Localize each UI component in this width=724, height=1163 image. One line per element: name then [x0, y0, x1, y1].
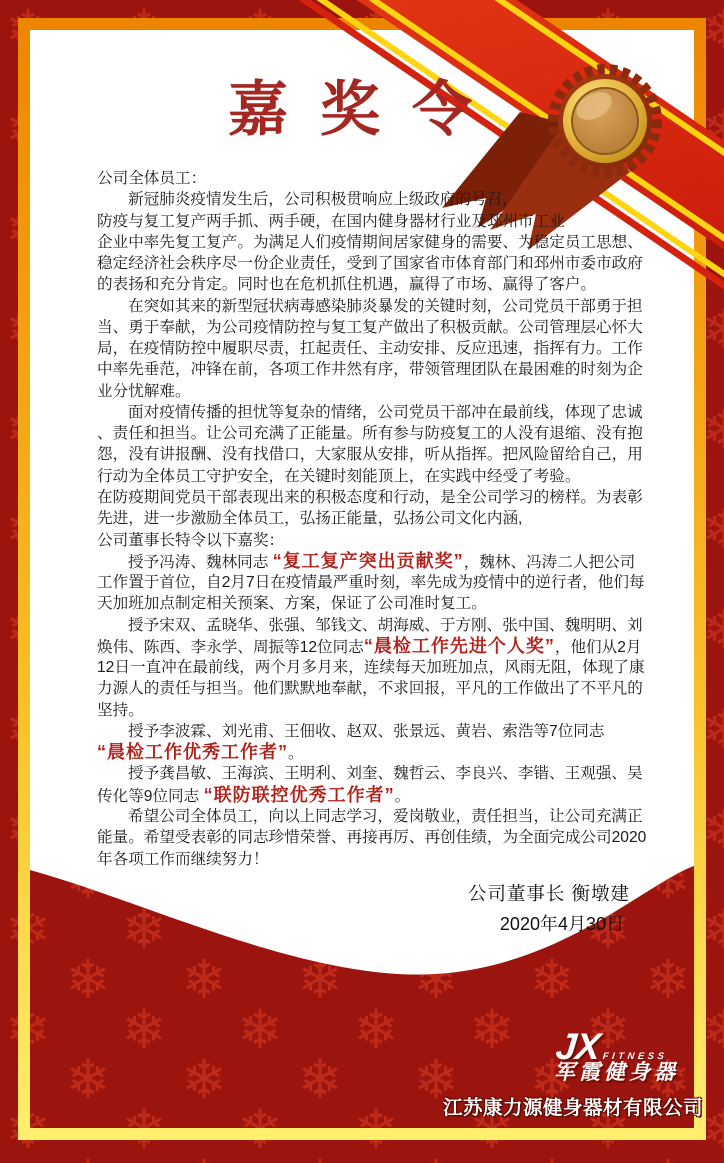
text-run: 授予龚昌敏、王海滨、王明利、刘奎、魏哲云、李良兴、李锴、王观强、吴: [128, 765, 643, 783]
text-run: 在突如其来的新型冠状病毒感染肺炎暴发的关键时刻，公司党员干部勇于担: [128, 297, 643, 315]
award-name: “晨检工作先进个人奖”: [363, 635, 555, 656]
text-run: 面对疫情传播的担忧等复杂的情绪，公司党员干部冲在最前线，体现了忠诚: [128, 403, 643, 421]
text-run: 焕伟、陈西、李永学、周振等12位同志: [97, 638, 364, 656]
text-run: 行动为全体员工守护安全，在关键时刻能顶上，在实践中经受了考验。: [97, 467, 581, 485]
text-run: 授予李波霖、刘光甫、王佃收、赵双、张景远、黄岩、索浩等7位同志: [128, 722, 605, 740]
body-line: [97, 636, 667, 657]
body-line: [97, 338, 667, 359]
body-line: [97, 508, 667, 529]
body-line: [97, 615, 667, 636]
frame-bottom: [18, 1128, 706, 1140]
fitness-label: FITNESS: [602, 1051, 668, 1062]
text-run: 。: [394, 787, 411, 805]
award-name: “晨检工作优秀工作者”: [97, 742, 288, 763]
text-run: 12日一直冲在最前线，两个月多月来，连续每天加班加点，风雨无阻，体现了康: [97, 659, 645, 677]
text-run: ，他们从2月: [554, 638, 642, 656]
body-lines: [97, 168, 667, 870]
text-run: 公司董事长特令以下嘉奖：: [97, 531, 285, 549]
body-line: [97, 678, 667, 699]
body-line: [97, 742, 667, 763]
text-run: 授予冯涛、魏林同志: [128, 553, 273, 571]
body-line: [97, 487, 667, 508]
text-run: 天加班加点制定相关预案、方案，保证了公司准时复工。: [97, 595, 487, 613]
text-run: 传化等9位同志: [97, 787, 204, 805]
text-run: 新冠肺炎疫情发生后，公司积极贯响应上级政府的号召，: [128, 191, 518, 209]
brand-name: 军霞健身器: [554, 1061, 679, 1084]
text-run: 。: [288, 745, 304, 763]
body-line: [97, 572, 667, 593]
text-run: 在防疫期间党员干部表现出来的积极态度和行动，是全公司学习的榜样。为表彰: [97, 488, 643, 506]
text-run: 授予宋双、孟晓华、张强、邹钱文、胡海威、于方刚、张中国、魏明明、刘: [128, 616, 643, 634]
text-run: 业分忧解难。: [97, 382, 191, 400]
body-line: [97, 296, 667, 317]
signature-date: 2020年4月30日: [499, 914, 624, 934]
body-line: [97, 721, 667, 742]
text-run: 局，在疫情防控中履职尽责，扛起责任、主动安排、反应迅速，指挥有力。工作: [97, 340, 643, 358]
signature-block: [468, 880, 630, 936]
body-line: [97, 189, 667, 210]
signature-name: 公司董事长 衡墩建: [467, 883, 630, 904]
body-line: [97, 317, 667, 338]
body-line: [97, 530, 667, 551]
body-line: [97, 253, 667, 274]
body-line: [97, 551, 667, 572]
text-run: 先进，进一步激励全体员工，弘扬正能量，弘扬公司文化内涵,: [97, 510, 523, 528]
body-line: [97, 657, 667, 678]
text-run: 能量。希望受表彰的同志珍惜荣誉、再接再厉、再创佳绩，为全面完成公司2020: [97, 829, 647, 847]
body-line: [97, 444, 667, 465]
body-line: [97, 593, 667, 614]
text-run: 力源人的责任与担当。他们默默地奉献，不求回报，平凡的工作做出了不平凡的: [97, 680, 643, 698]
body-line: [97, 700, 667, 721]
body-line: [97, 827, 667, 848]
text-run: 企业中率先复工复产。为满足人们疫情期间居家健身的需要、为稳定员工思想、: [97, 233, 643, 251]
body-line: [97, 211, 667, 232]
body-line: [97, 806, 667, 827]
body-line: [97, 849, 667, 870]
text-run: 稳定经济社会秩序尽一份企业责任，受到了国家省市体育部门和邳州市委市政府: [97, 255, 643, 273]
page-title: 嘉奖令: [228, 75, 504, 145]
text-run: 当、勇于奉献，为公司疫情防控与复工复产做出了积极贡献。公司管理层心怀大: [97, 318, 643, 336]
body-line: [97, 274, 667, 295]
text-run: 的表扬和充分肯定。同时也在危机抓住机遇，赢得了市场、赢得了客户。: [97, 276, 597, 294]
text-run: 防疫与复工复产两手抓、两手硬，在国内健身器材行业及邳州市工业: [97, 212, 565, 230]
award-name: “复工复产突出贡献奖”: [272, 550, 464, 571]
body-line: [97, 763, 667, 784]
text-run: 希望公司全体员工，向以上同志学习，爱岗敬业，责任担当，让公司充满正: [128, 807, 643, 825]
body-line: [97, 232, 667, 253]
award-name: “联防联控优秀工作者”: [203, 784, 395, 805]
body-line: [97, 359, 667, 380]
text-run: 坚持。: [97, 701, 144, 719]
text-run: ，魏林、冯涛二人把公司: [463, 553, 636, 571]
body-line: [97, 168, 667, 189]
body-line: [97, 466, 667, 487]
text-run: 工作置于首位，自2月7日在疫情最严重时刻，率先成为疫情中的逆行者，他们每: [97, 574, 645, 592]
body-line: [97, 381, 667, 402]
text-run: 、责任和担当。让公司充满了正能量。所有参与防疫复工的人没有退缩、没有抱: [97, 425, 643, 443]
text-run: 中率先垂范，冲锋在前，各项工作井然有序，带领管理团队在最困难的时刻为企: [97, 361, 643, 379]
jx-logo-text: JX: [553, 1026, 602, 1067]
text-run: 年各项工作而继续努力！: [97, 850, 269, 868]
body-line: [97, 423, 667, 444]
text-run: 怨，没有讲报酬、没有找借口，大家服从安排，听从指挥。把风险留给自己，用: [97, 446, 643, 464]
text-run: 公司全体员工：: [97, 170, 207, 187]
body-line: [97, 785, 667, 806]
body-line: [97, 402, 667, 423]
company-name: 江苏康力源健身器材有限公司: [443, 1097, 704, 1119]
